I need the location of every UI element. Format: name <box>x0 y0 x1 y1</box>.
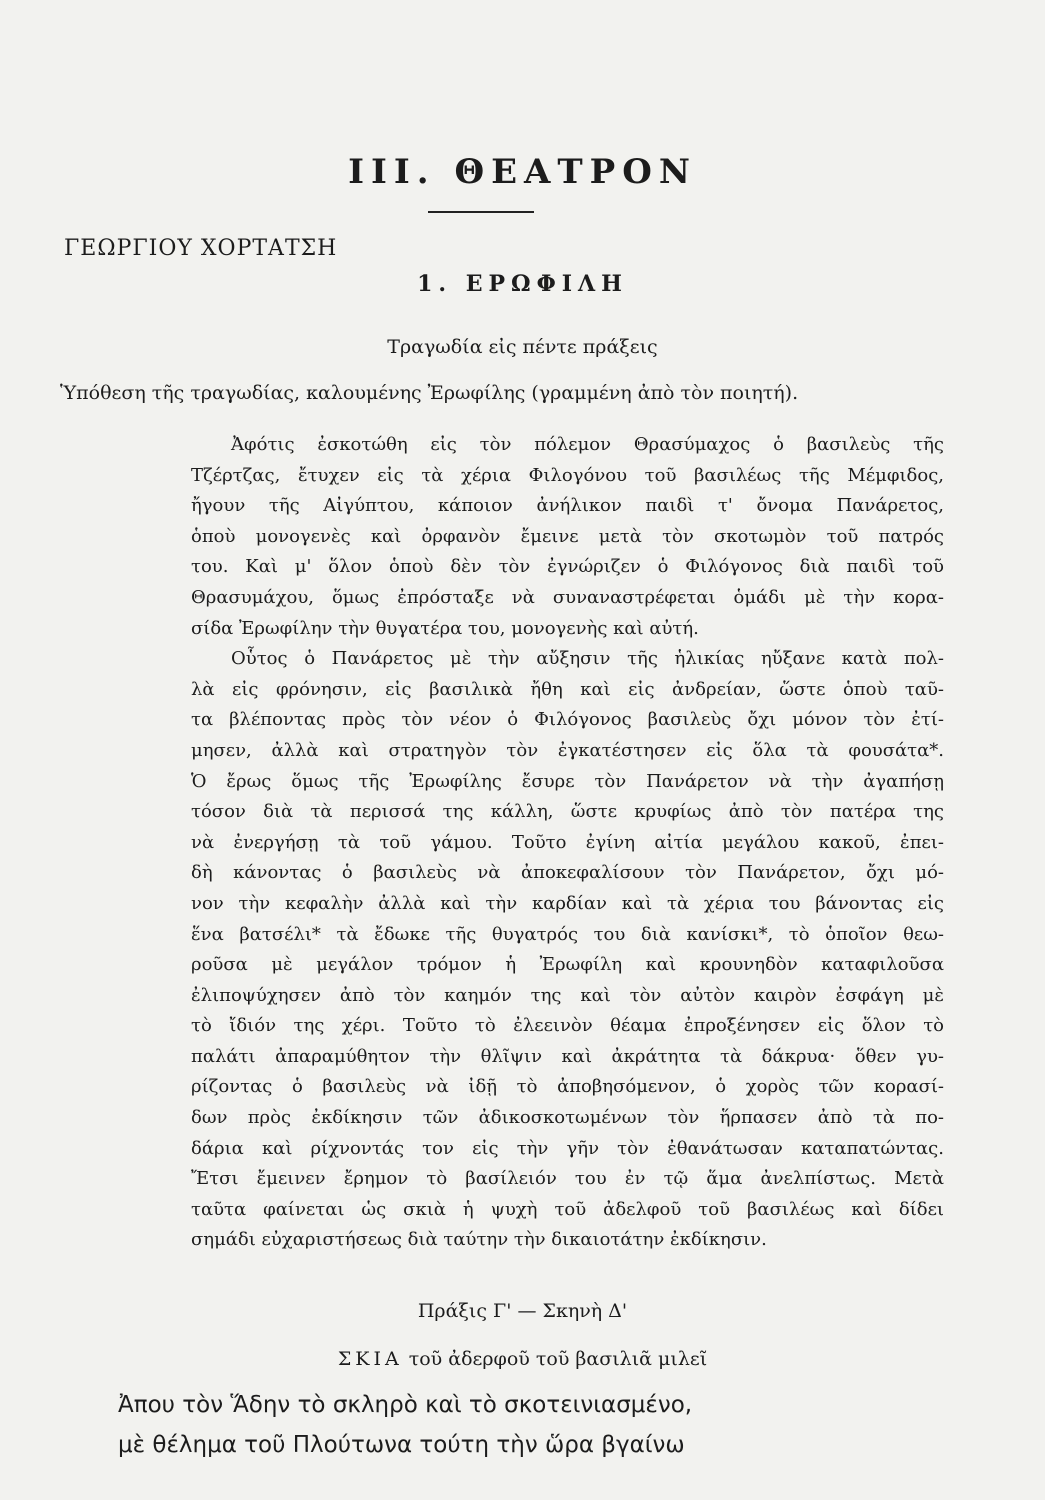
text-line: νον τὴν κεφαλὴν ἀλλὰ καὶ τὴν καρδίαν καὶ τὰ χέρια του βάνοντας εἰς <box>191 892 944 914</box>
text-line: σίδα Ἐρωφίλην τὴν θυγατέρα του, μονογενὴς καὶ αὐτή. <box>191 617 699 639</box>
text-line: ἐλιποψύχησεν ἀπὸ τὸν καημόν της καὶ τὸν αὐτὸν καιρὸν ἐσφάγη μὲ <box>191 984 944 1006</box>
text-line: τὸ ἴδιόν της χέρι. Τοῦτο τὸ ἐλεεινὸν θέαμα ἐπροξένησεν εἰς ὅλον τὸ <box>191 1015 944 1037</box>
text-line: Ἔτσι ἔμεινεν ἔρημον τὸ βασίλειόν του ἐν τῷ ἅμα ἀνελπίστως. Μετὰ <box>191 1168 944 1190</box>
chapter-title: III. ΘΕΑΤΡΟΝ <box>348 152 697 192</box>
text-line: νὰ ἐνεργήσῃ τὰ τοῦ γάμου. Τοῦτο ἐγίνη αἰτία μεγάλου κακοῦ, ἐπει- <box>191 831 944 853</box>
text-line: τα βλέποντας πρὸς τὸν νέον ὁ Φιλόγονος βασιλεὺς ὄχι μόνον τὸν ἐτί- <box>191 709 944 731</box>
text-line: ὁποὺ μονογενὲς καὶ ὀρφανὸν ἔμεινε μετὰ τὸν σκοτωμὸν τοῦ πατρός <box>191 525 944 547</box>
act-scene-heading: Πράξις Γ' — Σκηνὴ Δ' <box>417 1300 628 1322</box>
text-line: ταῦτα φαίνεται ὡς σκιὰ ἡ ψυχὴ τοῦ ἀδελφοῦ τοῦ βασιλέως καὶ δίδει <box>191 1198 944 1220</box>
text-line: δάρια καὶ ρίχνοντάς τον εἰς τὴν γῆν τὸν ἐθανάτωσαν καταπατώντας. <box>191 1137 944 1159</box>
text-line: δὴ κάνοντας ὁ βασιλεὺς νὰ ἀποκεφαλίσουν τὸν Πανάρετον, ὄχι μό- <box>191 862 944 884</box>
verse-line: Ἀπου τὸν Ἅδην τὸ σκληρὸ καὶ τὸ σκοτεινιασμένο, <box>118 1392 693 1418</box>
text-line: Οὗτος ὁ Πανάρετος μὲ τὴν αὔξησιν τῆς ἡλικίας ηὔξανε κατὰ πολ- <box>231 648 944 670</box>
text-line: τόσον διὰ τὰ περισσά της κάλλη, ὥστε κρυφίως ἀπὸ τὸν πατέρα της <box>191 801 944 823</box>
work-subtitle: Τραγωδία εἰς πέντε πράξεις <box>387 336 658 358</box>
text-line: Θρασυμάχου, ὅμως ἐπρόσταξε νὰ συναναστρέφεται ὁμάδι μὲ τὴν κορα- <box>191 586 944 608</box>
text-line: μησεν, ἀλλὰ καὶ στρατηγὸν τὸν ἐγκατέστησεν εἰς ὅλα τὰ φουσάτα*. <box>191 739 944 761</box>
text-line: παλάτι ἀπαραμύθητον τὴν θλῖψιν καὶ ἀκράτητα τὰ δάκρυα· ὅθεν γυ- <box>191 1045 944 1067</box>
text-line: ροῦσα μὲ μεγάλον τρόμον ἡ Ἐρωφίλη καὶ κρουνηδὸν καταφιλοῦσα <box>191 954 944 976</box>
author-heading: ΓΕΩΡΓΙΟΥ ΧΟΡΤΑΤΣΗ <box>64 236 338 261</box>
work-title: 1. ΕΡΩΦΙΛΗ <box>417 271 628 297</box>
title-divider <box>428 211 534 213</box>
text-line: ρίζοντας ὁ βασιλεὺς νὰ ἰδῇ τὸ ἀποβησόμενον, ὁ χορὸς τῶν κορασί- <box>191 1076 944 1098</box>
verse-line: μὲ θέλημα τοῦ Πλούτωνα τούτη τὴν ὥρα βγαίνω <box>118 1432 685 1458</box>
speaker-note: τοῦ ἀδερφοῦ τοῦ βασιλιᾶ μιλεῖ <box>408 1348 708 1370</box>
speaker-heading <box>0 1348 1045 1370</box>
speaker-name: ΣΚΙΑ <box>337 1348 403 1370</box>
text-line: Ὁ ἔρως ὅμως τῆς Ἐρωφίλης ἔσυρε τὸν Πανάρετον νὰ τὴν ἀγαπήσῃ <box>191 770 944 792</box>
text-line: ἕνα βατσέλι* τὰ ἔδωκε τῆς θυγατρός του διὰ κανίσκι*, τὸ ὁποῖον θεω- <box>191 923 944 945</box>
text-line: ἤγουν τῆς Αἰγύπτου, κάποιον ἀνήλικον παιδὶ τ' ὄνομα Πανάρετος, <box>191 495 944 517</box>
text-line: δων πρὸς ἐκδίκησιν τῶν ἀδικοσκοτωμένων τὸν ἥρπασεν ἀπὸ τὰ πο- <box>191 1107 944 1129</box>
text-line: του. Καὶ μ' ὅλον ὁποὺ δὲν τὸν ἐγνώριζεν ὁ Φιλόγονος διὰ παιδὶ τοῦ <box>191 556 944 578</box>
hypothesis-heading: Ὑπόθεση τῆς τραγωδίας, καλουμένης Ἐρωφίλης (γραμμένη ἀπὸ τὸν ποιητή). <box>60 382 799 404</box>
text-line: Ἀφότις ἐσκοτώθη εἰς τὸν πόλεμον Θρασύμαχος ὁ βασιλεὺς τῆς <box>231 434 944 455</box>
text-line: σημάδι εὐχαριστήσεως διὰ ταύτην τὴν δικαιοτάτην ἐκδίκησιν. <box>191 1229 767 1251</box>
text-line: Τζέρτζας, ἔτυχεν εἰς τὰ χέρια Φιλογόνου τοῦ βασιλέως τῆς Μέμφιδος, <box>191 464 944 486</box>
synopsis-body <box>191 430 944 1256</box>
text-line: λὰ εἰς φρόνησιν, εἰς βασιλικὰ ἤθη καὶ εἰς ἀνδρείαν, ὥστε ὁποὺ ταῦ- <box>191 678 944 700</box>
